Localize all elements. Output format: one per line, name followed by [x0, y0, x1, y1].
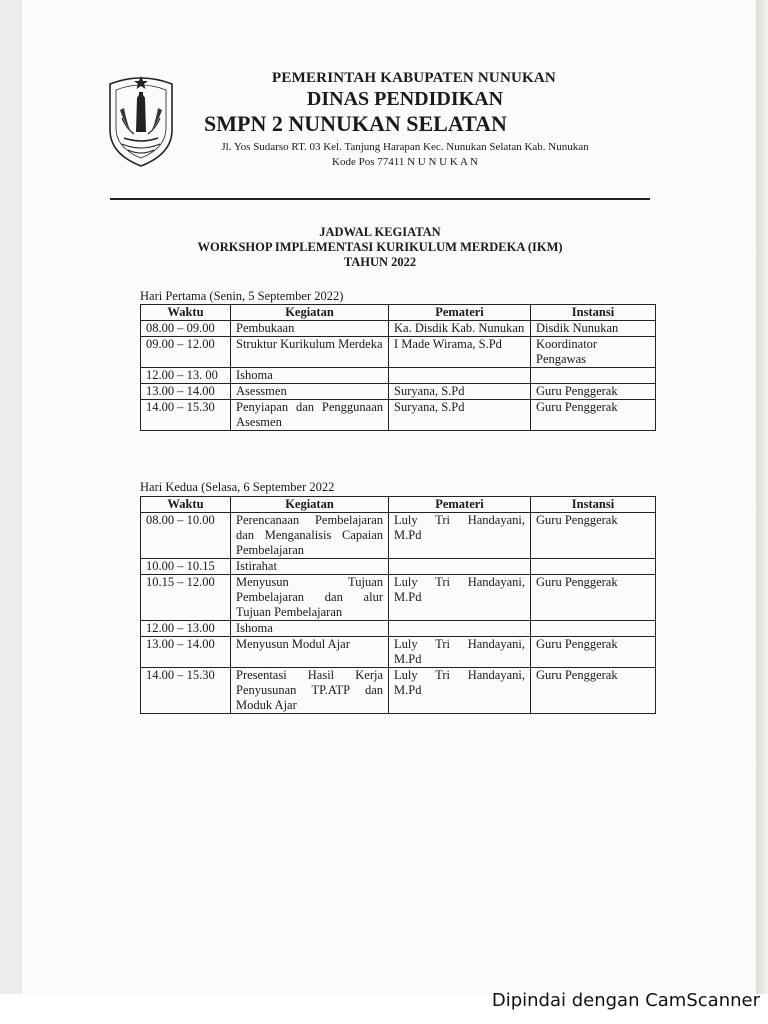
title-line-3: TAHUN 2022: [343, 255, 417, 269]
day1-label: Hari Pertama (Senin, 5 September 2022): [140, 289, 344, 303]
cell-pemateri: Luly Tri Handayani, M.Pd: [389, 575, 531, 621]
header-instansi: Instansi: [531, 497, 656, 513]
cell-pemateri: Luly Tri Handayani, M.Pd: [389, 668, 531, 714]
letterhead-postal: Kode Pos 77411 N U N U K A N: [332, 156, 478, 168]
cell-pemateri: [389, 559, 531, 575]
cell-waktu: 10.15 – 12.00: [141, 575, 231, 621]
day1-schedule-table: [140, 304, 656, 431]
table-row: [141, 621, 656, 637]
letterhead-school: SMPN 2 NUNUKAN SELATAN: [204, 111, 507, 136]
letterhead-department: DINAS PENDIDIKAN: [306, 88, 504, 110]
cell-kegiatan: Pembukaan: [231, 321, 389, 337]
cell-pemateri: I Made Wirama, S.Pd: [389, 337, 531, 368]
day2-schedule-table: [140, 496, 656, 714]
letterhead-address: Jl. Yos Sudarso RT. 03 Kel. Tanjung Harapan Kec. Nunukan Selatan Kab. Nunukan: [221, 141, 589, 153]
table-row: [141, 575, 656, 621]
letterhead-government: PEMERINTAH KABUPATEN NUNUKAN: [272, 70, 556, 86]
table-row: [141, 668, 656, 714]
cell-pemateri: Suryana, S.Pd: [389, 400, 531, 431]
header-kegiatan: Kegiatan: [231, 305, 389, 321]
cell-kegiatan: Menyusun Tujuan Pembelajaran dan alur Tujuan Pembelajaran: [231, 575, 389, 621]
cell-instansi: Koordinator Pengawas: [531, 337, 656, 368]
table-row: [141, 384, 656, 400]
cell-instansi: Guru Penggerak: [531, 513, 656, 559]
table-row: [141, 337, 656, 368]
header-pemateri: Pemateri: [389, 305, 531, 321]
table-row: [141, 637, 656, 668]
letterhead: [190, 70, 620, 168]
cell-instansi: [531, 621, 656, 637]
cell-kegiatan: Ishoma: [231, 621, 389, 637]
cell-instansi: Guru Penggerak: [531, 668, 656, 714]
cell-instansi: [531, 559, 656, 575]
camscanner-watermark: Dipindai dengan CamScanner: [491, 990, 760, 1011]
header-instansi: Instansi: [531, 305, 656, 321]
cell-kegiatan: Asessmen: [231, 384, 389, 400]
cell-kegiatan: Istirahat: [231, 559, 389, 575]
cell-pemateri: [389, 621, 531, 637]
header-waktu: Waktu: [141, 497, 231, 513]
cell-waktu: 13.00 – 14.00: [141, 384, 231, 400]
cell-pemateri: Ka. Disdik Kab. Nunukan: [389, 321, 531, 337]
table-header-row: [141, 305, 656, 321]
table-row: [141, 559, 656, 575]
page-edge: [756, 0, 768, 1024]
cell-waktu: 12.00 – 13.00: [141, 621, 231, 637]
title-line-1: JADWAL KEGIATAN: [319, 225, 441, 239]
cell-waktu: 08.00 – 10.00: [141, 513, 231, 559]
table-row: [141, 368, 656, 384]
letterhead-divider: [110, 198, 650, 200]
title-line-2: WORKSHOP IMPLEMENTASI KURIKULUM MERDEKA (IKM): [197, 240, 563, 254]
cell-kegiatan: Penyiapan dan Penggunaan Asesmen: [231, 400, 389, 431]
header-waktu: Waktu: [141, 305, 231, 321]
cell-instansi: Guru Penggerak: [531, 637, 656, 668]
cell-kegiatan: Perencanaan Pembelajaran dan Menganalisis Capaian Pembelajaran: [231, 513, 389, 559]
cell-waktu: 08.00 – 09.00: [141, 321, 231, 337]
cell-waktu: 13.00 – 14.00: [141, 637, 231, 668]
cell-waktu: 14.00 – 15.30: [141, 400, 231, 431]
cell-waktu: 14.00 – 15.30: [141, 668, 231, 714]
regency-emblem-logo: [104, 70, 178, 168]
cell-instansi: Guru Penggerak: [531, 575, 656, 621]
table-row: [141, 513, 656, 559]
cell-instansi: Disdik Nunukan: [531, 321, 656, 337]
cell-kegiatan: Presentasi Hasil Kerja Penyusunan TP.ATP dan Moduk Ajar: [231, 668, 389, 714]
day2-label: Hari Kedua (Selasa, 6 September 2022: [140, 480, 335, 494]
cell-kegiatan: Struktur Kurikulum Merdeka: [231, 337, 389, 368]
cell-pemateri: Luly Tri Handayani, M.Pd: [389, 637, 531, 668]
cell-pemateri: Suryana, S.Pd: [389, 384, 531, 400]
cell-pemateri: [389, 368, 531, 384]
document-title: [140, 225, 620, 270]
cell-waktu: 09.00 – 12.00: [141, 337, 231, 368]
header-pemateri: Pemateri: [389, 497, 531, 513]
cell-pemateri: Luly Tri Handayani, M.Pd: [389, 513, 531, 559]
cell-waktu: 12.00 – 13. 00: [141, 368, 231, 384]
cell-kegiatan: Ishoma: [231, 368, 389, 384]
table-row: [141, 321, 656, 337]
cell-instansi: Guru Penggerak: [531, 400, 656, 431]
cell-instansi: [531, 368, 656, 384]
table-row: [141, 400, 656, 431]
cell-waktu: 10.00 – 10.15: [141, 559, 231, 575]
table-header-row: [141, 497, 656, 513]
header-kegiatan: Kegiatan: [231, 497, 389, 513]
cell-instansi: Guru Penggerak: [531, 384, 656, 400]
cell-kegiatan: Menyusun Modul Ajar: [231, 637, 389, 668]
